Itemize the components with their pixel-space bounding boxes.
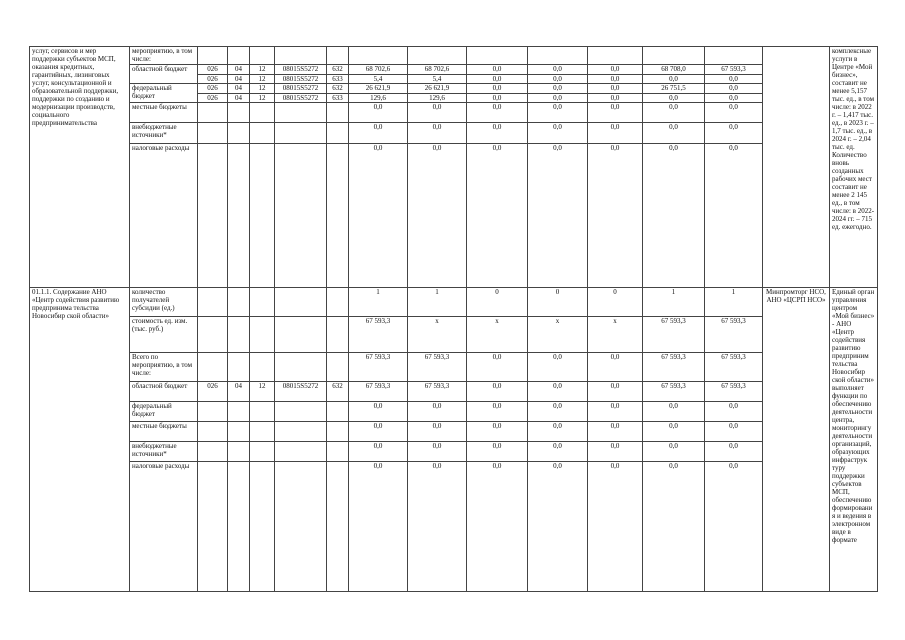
cell-value: 0,0	[467, 84, 528, 94]
cell-value: 0,0	[528, 382, 588, 402]
cell-value: 0,0	[588, 422, 643, 442]
cell-grbs	[198, 144, 228, 288]
cell-rz	[228, 353, 250, 382]
cell-value	[705, 47, 763, 65]
cell-value: 0,0	[528, 144, 588, 288]
cell-value: 0,0	[588, 462, 643, 592]
cell-csr: 08015S5272	[275, 94, 327, 103]
cell-value	[408, 47, 467, 65]
row-label: внебюджетные источники*	[130, 442, 198, 462]
cell-value: 26 751,5	[643, 84, 705, 94]
cell-value: 68 708,0	[643, 65, 705, 75]
cell-value: 0,0	[467, 422, 528, 442]
cell-value: x	[467, 317, 528, 353]
cell-pr	[250, 288, 275, 317]
cell-value: 0,0	[643, 422, 705, 442]
cell-csr: 08015S5272	[275, 65, 327, 75]
cell-value: 0,0	[467, 353, 528, 382]
cell-value: 0,0	[349, 442, 408, 462]
cell-pr: 12	[250, 382, 275, 402]
activity-name-cell: 01.1.1. Содержание АНО «Центр содействия развитию предпринима тельства Новосибир ской области»	[30, 288, 130, 592]
cell-pr: 12	[250, 94, 275, 103]
cell-vr	[327, 353, 349, 382]
cell-value: 0,0	[408, 422, 467, 442]
result-cell: комплексные услуги в Центре «Мой бизнес», составит не менее 5,157 тыс. ед., в том числе: в 2022 г. – 1,417 тыс. ед., в 2023 г. – 1,7 тыс. ед., в 2024 г. – 2,04 тыс. ед. Количество вновь созданных рабочих мест составит не менее 2 145 ед., в том числе: в 2022-2024 гг. – 715 ед. ежегодно.	[830, 47, 878, 288]
block-1	[30, 47, 878, 288]
cell-value: 0,0	[643, 462, 705, 592]
cell-grbs	[198, 103, 228, 123]
cell-grbs	[198, 422, 228, 442]
cell-rz	[228, 462, 250, 592]
row-label: федеральный бюджет	[130, 84, 198, 103]
cell-value: 0,0	[588, 103, 643, 123]
cell-value: 68 702,6	[408, 65, 467, 75]
cell-value: 0,0	[408, 442, 467, 462]
cell-rz	[228, 442, 250, 462]
cell-vr	[327, 47, 349, 65]
cell-pr	[250, 123, 275, 144]
cell-value: 0	[588, 288, 643, 317]
cell-value: 1	[643, 288, 705, 317]
cell-value: 0,0	[643, 75, 705, 84]
cell-vr	[327, 402, 349, 422]
cell-value: 0,0	[408, 462, 467, 592]
cell-value: 0	[467, 288, 528, 317]
cell-value: 0,0	[528, 103, 588, 123]
cell-vr: 633	[327, 94, 349, 103]
cell-value: 0,0	[643, 402, 705, 422]
cell-value: 0,0	[588, 65, 643, 75]
cell-value: 0,0	[588, 353, 643, 382]
cell-value: 0,0	[705, 84, 763, 94]
cell-value: 68 702,6	[349, 65, 408, 75]
cell-value: 0,0	[528, 84, 588, 94]
cell-value	[643, 47, 705, 65]
cell-value: 0,0	[588, 84, 643, 94]
cell-value: 0,0	[528, 402, 588, 422]
cell-value: 0,0	[705, 442, 763, 462]
cell-value: 0,0	[349, 144, 408, 288]
cell-value: 0,0	[408, 144, 467, 288]
cell-grbs	[198, 47, 228, 65]
cell-value: 0,0	[588, 144, 643, 288]
cell-vr	[327, 462, 349, 592]
cell-grbs: 026	[198, 94, 228, 103]
cell-pr	[250, 422, 275, 442]
cell-rz	[228, 422, 250, 442]
cell-value: 67 593,3	[643, 353, 705, 382]
cell-csr: 08015S5272	[275, 75, 327, 84]
cell-value: 0,0	[528, 442, 588, 462]
cell-value: 67 593,3	[705, 353, 763, 382]
activity-name-cell: услуг, сервисов и мер поддержки субъектов МСП, оказания кредитных, гарантийных, лизинговых услуг, консультационной и образовательной поддержки, поддержки по созданию и модернизации производств, социального предпринимательства	[30, 47, 130, 288]
cell-value: 0,0	[349, 462, 408, 592]
cell-value: x	[588, 317, 643, 353]
cell-value: 0,0	[643, 103, 705, 123]
row-label: мероприятию, в том числе:	[130, 47, 198, 65]
cell-pr: 12	[250, 84, 275, 94]
cell-csr	[275, 317, 327, 353]
cell-vr	[327, 123, 349, 144]
cell-value: 0,0	[705, 123, 763, 144]
cell-value: 0,0	[528, 353, 588, 382]
cell-value: 67 593,3	[705, 65, 763, 75]
cell-value: 26 621,9	[349, 84, 408, 94]
cell-value: 0,0	[467, 402, 528, 422]
row-label: стоимость ед. изм. (тыс. руб.)	[130, 317, 198, 353]
cell-rz: 04	[228, 84, 250, 94]
cell-value: x	[528, 317, 588, 353]
cell-value: 0,0	[643, 123, 705, 144]
cell-value: 0,0	[528, 75, 588, 84]
cell-value: 0,0	[467, 144, 528, 288]
cell-grbs	[198, 353, 228, 382]
cell-value: 0,0	[408, 402, 467, 422]
row-label: Всего по мероприятию, в том числе:	[130, 353, 198, 382]
cell-rz	[228, 47, 250, 65]
cell-value: 67 593,3	[643, 382, 705, 402]
row-label: местные бюджеты	[130, 422, 198, 442]
cell-value: 0,0	[467, 462, 528, 592]
cell-value: 0,0	[705, 462, 763, 592]
cell-value: 26 621,9	[408, 84, 467, 94]
cell-rz	[228, 288, 250, 317]
cell-grbs	[198, 317, 228, 353]
cell-value: 0,0	[349, 402, 408, 422]
cell-rz: 04	[228, 75, 250, 84]
cell-value: 0,0	[349, 123, 408, 144]
row-label: количество получателей субсидии (ед.)	[130, 288, 198, 317]
cell-value: 129,6	[408, 94, 467, 103]
cell-value: 0,0	[528, 462, 588, 592]
cell-value: 0,0	[705, 103, 763, 123]
cell-value: x	[408, 317, 467, 353]
cell-rz	[228, 402, 250, 422]
cell-csr	[275, 144, 327, 288]
cell-csr	[275, 288, 327, 317]
cell-grbs	[198, 462, 228, 592]
cell-value: 0	[528, 288, 588, 317]
cell-value: 0,0	[588, 94, 643, 103]
cell-value	[528, 47, 588, 65]
row-label: федеральный бюджет	[130, 402, 198, 422]
cell-value: 0,0	[643, 442, 705, 462]
cell-value: 5,4	[349, 75, 408, 84]
cell-csr: 08015S5272	[275, 382, 327, 402]
cell-grbs	[198, 402, 228, 422]
cell-vr: 632	[327, 382, 349, 402]
cell-csr	[275, 442, 327, 462]
block-2	[30, 288, 878, 592]
cell-value: 0,0	[705, 402, 763, 422]
cell-rz	[228, 317, 250, 353]
cell-csr	[275, 47, 327, 65]
cell-grbs: 026	[198, 84, 228, 94]
cell-value: 0,0	[467, 94, 528, 103]
row-label: внебюджетные источники*	[130, 123, 198, 144]
cell-pr: 12	[250, 75, 275, 84]
cell-value: 67 593,3	[408, 382, 467, 402]
cell-csr	[275, 462, 327, 592]
cell-value	[588, 47, 643, 65]
cell-value	[467, 47, 528, 65]
cell-value: 0,0	[528, 94, 588, 103]
cell-csr	[275, 353, 327, 382]
cell-value: 0,0	[588, 123, 643, 144]
cell-value: 0,0	[467, 382, 528, 402]
cell-pr	[250, 47, 275, 65]
cell-value: 0,0	[349, 422, 408, 442]
cell-pr: 12	[250, 65, 275, 75]
cell-grbs: 026	[198, 382, 228, 402]
cell-value: 0,0	[588, 75, 643, 84]
cell-value: 67 593,3	[349, 317, 408, 353]
cell-vr	[327, 144, 349, 288]
cell-csr	[275, 123, 327, 144]
cell-value: 0,0	[588, 402, 643, 422]
cell-value: 1	[705, 288, 763, 317]
cell-value: 1	[349, 288, 408, 317]
cell-vr	[327, 103, 349, 123]
cell-csr	[275, 103, 327, 123]
cell-rz: 04	[228, 65, 250, 75]
cell-pr	[250, 402, 275, 422]
cell-rz	[228, 144, 250, 288]
cell-vr	[327, 317, 349, 353]
cell-value: 0,0	[705, 422, 763, 442]
cell-pr	[250, 462, 275, 592]
cell-rz: 04	[228, 382, 250, 402]
cell-vr: 632	[327, 65, 349, 75]
cell-csr	[275, 402, 327, 422]
cell-value: 0,0	[528, 123, 588, 144]
result-cell: Единый орган управления центром «Мой бизнес» - АНО «Центр содействия развитию предприним тельства Новосибир ской области» выполняет функции по обеспечению деятельности центра, мониторингу деятельности организаций, образующих инфраструк туру поддержки субъектов МСП, обеспечению формирования и ведения в электронном виде в формате	[830, 288, 878, 592]
cell-value: 0,0	[705, 75, 763, 84]
cell-value: 67 593,3	[408, 353, 467, 382]
cell-vr	[327, 288, 349, 317]
row-label: местные бюджеты	[130, 103, 198, 123]
cell-grbs	[198, 288, 228, 317]
executor-cell	[763, 47, 830, 288]
cell-vr: 633	[327, 75, 349, 84]
cell-value	[349, 47, 408, 65]
cell-rz: 04	[228, 94, 250, 103]
cell-value: 67 593,3	[705, 382, 763, 402]
cell-vr: 632	[327, 84, 349, 94]
cell-value: 0,0	[705, 94, 763, 103]
cell-rz	[228, 103, 250, 123]
row-label: налоговые расходы	[130, 462, 198, 592]
cell-csr: 08015S5272	[275, 84, 327, 94]
cell-grbs: 026	[198, 75, 228, 84]
cell-pr	[250, 144, 275, 288]
cell-value: 5,4	[408, 75, 467, 84]
row-label: областной бюджет	[130, 382, 198, 402]
cell-value: 0,0	[528, 422, 588, 442]
cell-grbs	[198, 442, 228, 462]
cell-value: 0,0	[408, 123, 467, 144]
cell-value: 0,0	[467, 65, 528, 75]
cell-vr	[327, 442, 349, 462]
cell-vr	[327, 422, 349, 442]
cell-pr	[250, 317, 275, 353]
cell-value: 0,0	[467, 442, 528, 462]
cell-pr	[250, 353, 275, 382]
cell-value: 0,0	[643, 94, 705, 103]
cell-value: 67 593,3	[705, 317, 763, 353]
cell-value: 0,0	[588, 382, 643, 402]
cell-value: 0,0	[467, 103, 528, 123]
cell-value: 129,6	[349, 94, 408, 103]
executor-cell: Минпромторг НСО, АНО «ЦСРП НСО»	[763, 288, 830, 592]
cell-csr	[275, 422, 327, 442]
cell-value: 0,0	[528, 65, 588, 75]
cell-value: 67 593,3	[643, 317, 705, 353]
cell-value: 0,0	[467, 123, 528, 144]
cell-pr	[250, 442, 275, 462]
cell-value: 0,0	[467, 75, 528, 84]
cell-grbs: 026	[198, 65, 228, 75]
cell-value: 0,0	[705, 144, 763, 288]
cell-value: 0,0	[643, 144, 705, 288]
row-label: налоговые расходы	[130, 144, 198, 288]
cell-grbs	[198, 123, 228, 144]
cell-value: 0,0	[588, 442, 643, 462]
cell-value: 0,0	[408, 103, 467, 123]
row-label: областной бюджет	[130, 65, 198, 84]
cell-value: 1	[408, 288, 467, 317]
cell-pr	[250, 103, 275, 123]
cell-value: 67 593,3	[349, 382, 408, 402]
program-table	[29, 46, 878, 592]
cell-rz	[228, 123, 250, 144]
cell-value: 0,0	[349, 103, 408, 123]
cell-value: 67 593,3	[349, 353, 408, 382]
